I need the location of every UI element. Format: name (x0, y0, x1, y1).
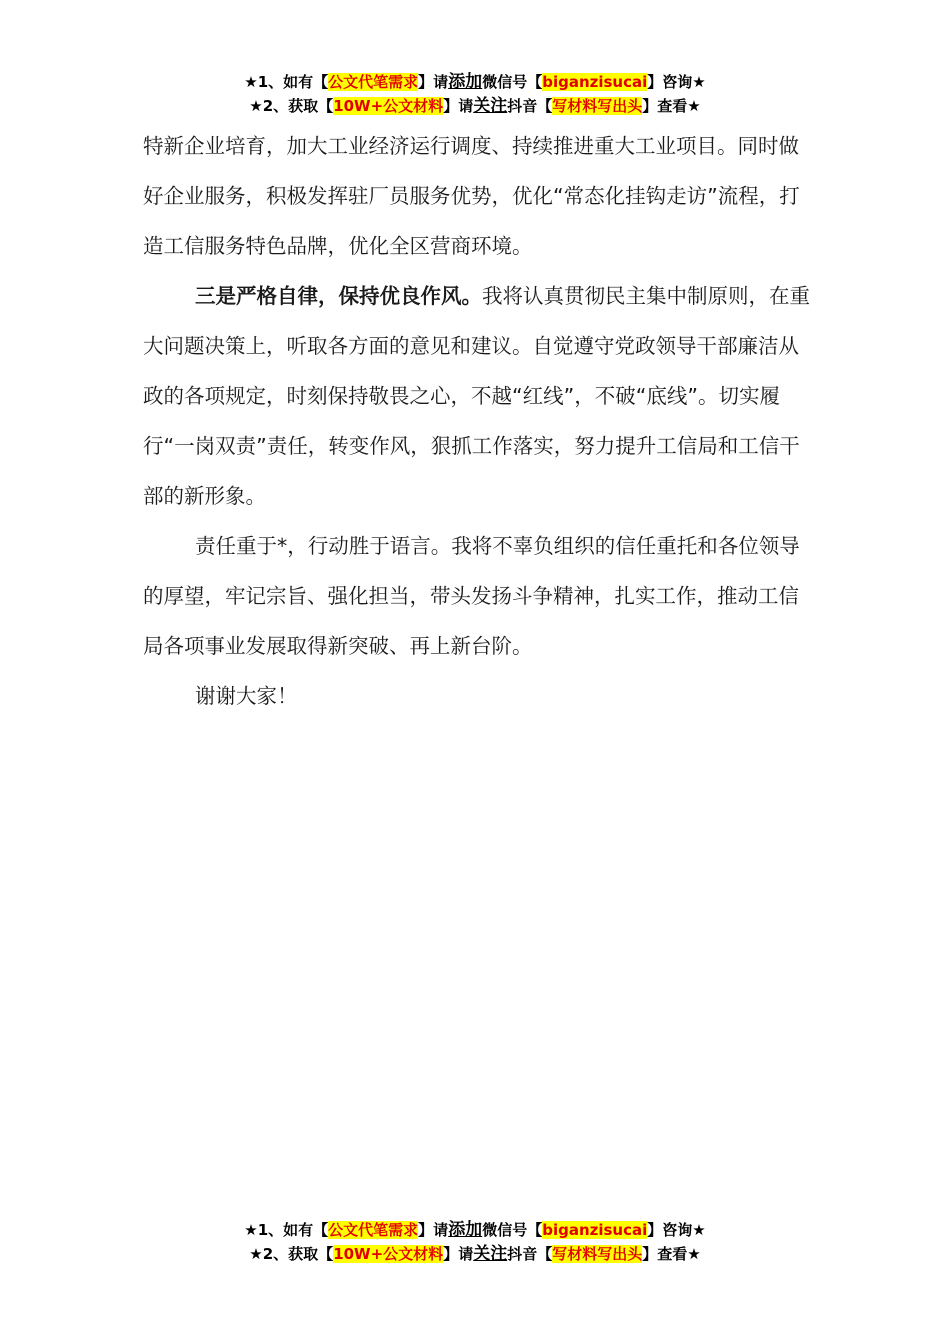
banner-line-1 (0, 1218, 950, 1242)
banner-text: 抖音【 (507, 1245, 553, 1263)
banner-text: 微信号【 (482, 1221, 543, 1239)
banner-text: 】咨询★ (647, 73, 706, 91)
banner-wechat-id: biganzisucai (542, 1221, 648, 1239)
banner-douyin-id: 写材料写出头 (552, 97, 643, 115)
paragraph-heading: 三是严格自律，保持优良作风。 (195, 284, 482, 308)
banner-text: 抖音【 (507, 97, 553, 115)
banner-text: ★1、如有【 (244, 73, 329, 91)
banner-text: 】查看★ (642, 1245, 701, 1263)
banner-text: 微信号【 (482, 73, 543, 91)
banner-text: 】咨询★ (647, 1221, 706, 1239)
banner-highlight: 10W+公文材料 (333, 97, 444, 115)
paragraph-text: 我将认真贯彻民主集中制原则，在重大问题决策上，听取各方面的意见和建议。自觉遵守党政领导干部廉洁从政的各项规定，时刻保持敬畏之心，不越“红线”，不破“底线”。切实履行“一岗双责”责任，转变作风，狠抓工作落实，努力提升工信局和工信干部的新形象。 (143, 284, 810, 508)
paragraph-continued: 特新企业培育，加大工业经济运行调度、持续推进重大工业项目。同时做好企业服务，积极发挥驻厂员服务优势，优化“常态化挂钩走访”流程，打造工信服务特色品牌，优化全区营商环境。 (143, 134, 800, 258)
banner-line-2 (0, 1242, 950, 1266)
banner-line-1 (0, 70, 950, 94)
banner-text: 】查看★ (642, 97, 701, 115)
banner-wechat-id: biganzisucai (542, 73, 648, 91)
paragraph-thanks: 谢谢大家！ (195, 684, 298, 708)
banner-text: ★2、获取【 (249, 97, 334, 115)
banner-emphasis: 关注 (473, 96, 508, 116)
banner-text: 】请 (418, 1221, 449, 1239)
banner-text: 】请 (443, 97, 474, 115)
document-body (143, 121, 813, 721)
banner-line-2 (0, 94, 950, 118)
banner-emphasis: 添加 (448, 72, 483, 92)
banner-highlight: 公文代笔需求 (328, 1221, 419, 1239)
banner-emphasis: 添加 (448, 1220, 483, 1240)
banner-text: ★2、获取【 (249, 1245, 334, 1263)
paragraph-closing: 责任重于*，行动胜于语言。我将不辜负组织的信任重托和各位领导的厚望，牢记宗旨、强化担当，带头发扬斗争精神，扎实工作，推动工信局各项事业发展取得新突破、再上新台阶。 (143, 534, 800, 658)
banner-emphasis: 关注 (473, 1244, 508, 1264)
banner-text: 】请 (418, 73, 449, 91)
footer-ad-banner (0, 1218, 950, 1266)
paragraph-discipline (143, 271, 813, 521)
header-ad-banner (0, 70, 950, 118)
banner-text: ★1、如有【 (244, 1221, 329, 1239)
banner-highlight: 10W+公文材料 (333, 1245, 444, 1263)
banner-douyin-id: 写材料写出头 (552, 1245, 643, 1263)
banner-highlight: 公文代笔需求 (328, 73, 419, 91)
banner-text: 】请 (443, 1245, 474, 1263)
